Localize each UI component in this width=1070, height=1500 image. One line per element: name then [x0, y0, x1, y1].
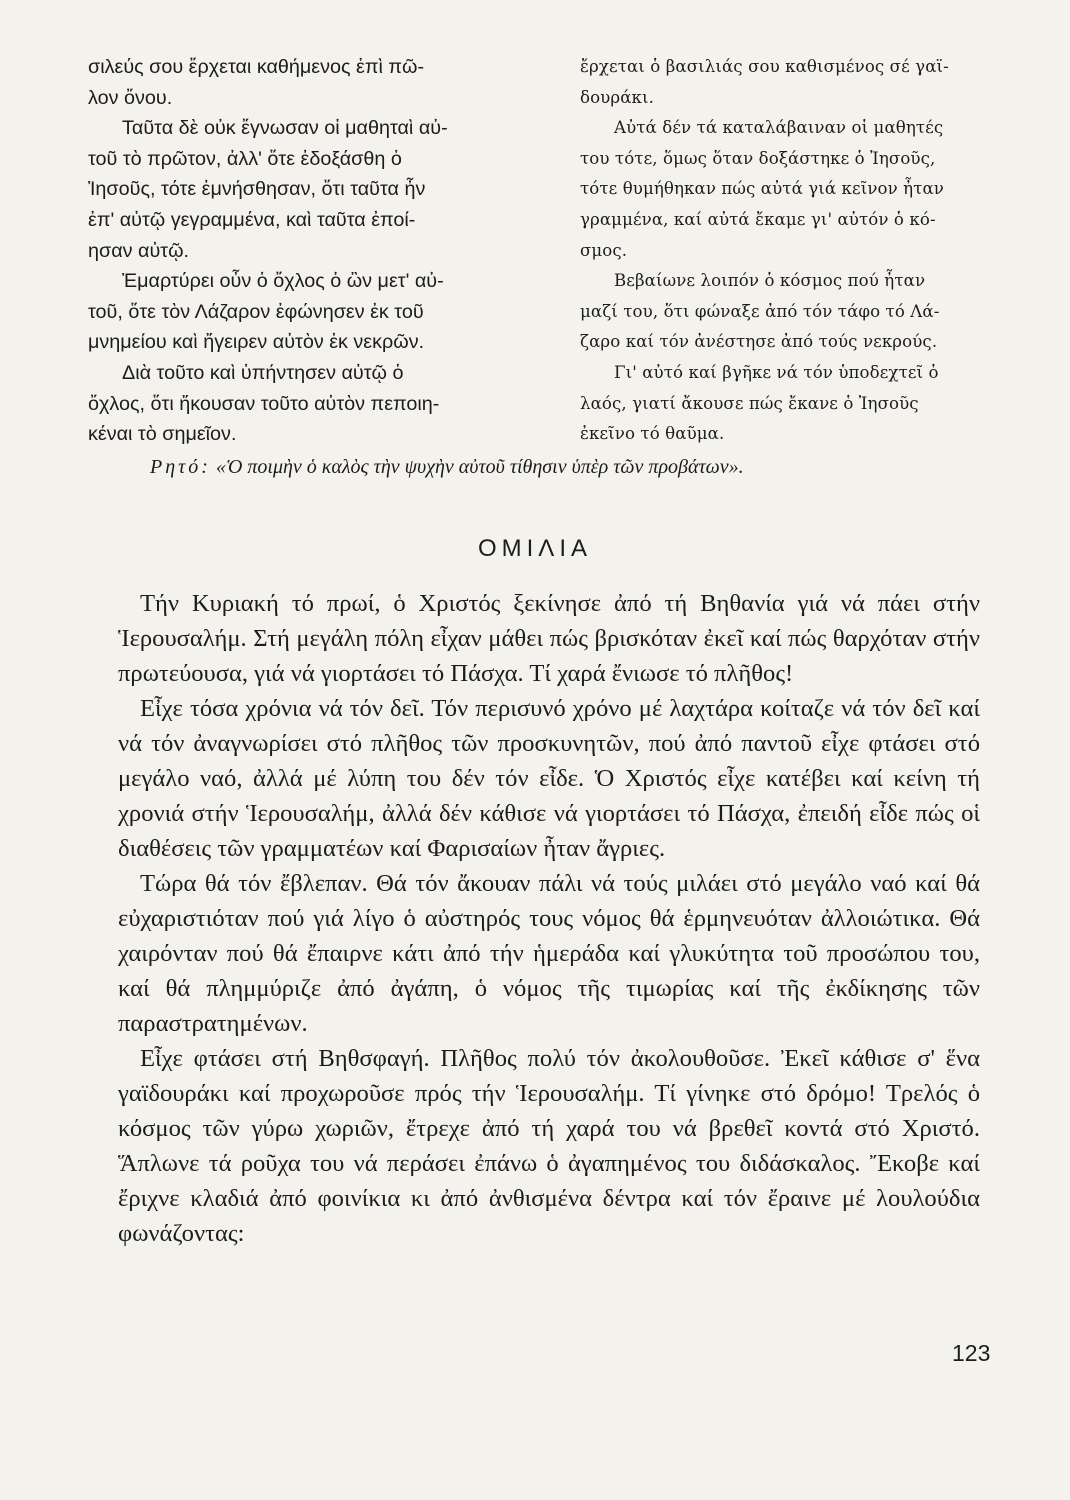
ancient-line: Διὰ τοῦτο καὶ ὑπήντησεν αὐτῷ ὁ: [122, 361, 404, 384]
translation-line: λαός, γιατί ἄκουσε πώς ἔκανε ὁ Ἰησοῦς: [580, 393, 919, 413]
translation-column: [580, 52, 998, 450]
homily-paragraph: Εἶχε φτάσει στή Βηθσφαγή. Πλῆθος πολύ τόν ἀκολουθοῦσε. Ἐκεῖ κάθισε σ' ἕνα γαϊδουράκι καί προχωροῦσε πρός τήν Ἱερουσαλήμ. Τί γίνηκε στό δρόμο! Τρελός ὁ κόσμος τῶν γύρω χωριῶν, ἔτρεχε ἀπό τή χαρά του νά βρεθεῖ κοντά στό Χριστό. Ἅπλωνε τά ροῦχα του νά περάσει ἐπάνω ὁ ἀγαπημένος του διδάσκαλος. Ἔκοβε καί ἔριχνε κλαδιά ἀπό φοινίκια κι ἀπό ἀνθισμένα δέντρα καί τόν ἔραινε μέ λουλούδια φωνάζοντας:: [118, 1045, 980, 1247]
ancient-text-column: [88, 52, 506, 450]
translation-line: μαζί του, ὅτι φώναξε ἀπό τόν τάφο τό Λά-: [580, 301, 940, 321]
translation-line: Βεβαίωνε λοιπόν ὁ κόσμος πού ἦταν: [614, 271, 926, 291]
translation-line: Αὐτά δέν τά καταλάβαιναν οἱ μαθητές: [614, 118, 944, 138]
translation-line: του τότε, ὅμως ὅταν δοξάστηκε ὁ Ἰησοῦς,: [580, 148, 936, 168]
page-number: 123: [952, 1340, 991, 1366]
translation-line: ἐκεῖνο τό θαῦμα.: [580, 424, 725, 444]
translation-line: τότε θυμήθηκαν πώς αὐτά γιά κεῖνον ἦταν: [580, 179, 944, 199]
homily-paragraph: Τήν Κυριακή τό πρωί, ὁ Χριστός ξεκίνησε ἀπό τή Βηθανία γιά νά πάει στήν Ἱερουσαλήμ. Στή μεγάλη πόλη εἶχαν μάθει πώς βρισκόταν ἐκεῖ καί πώς θαρχόταν στήν πρωτεύουσα, γιά νά γιορτάσει τό Πάσχα. Τί χαρά ἔνιωσε τό πλῆθος!: [118, 590, 980, 687]
ancient-line: ὄχλος, ὅτι ἤκουσαν τοῦτο αὐτὸν πεποιη-: [88, 392, 440, 415]
ancient-line: Ἐμαρτύρει οὖν ὁ ὄχλος ὁ ὢν μετ' αὐ-: [122, 270, 444, 293]
homily-paragraph: Τώρα θά τόν ἔβλεπαν. Θά τόν ἄκουαν πάλι νά τούς μιλάει στό μεγάλο ναό καί θά εὐχαριστιόταν πού γιά λίγο ὁ αὐστηρός τους νόμος θά ἑρμηνευόταν ἀλλοιώτικα. Θά χαιρόνταν πού θά ἔπαιρνε κάτι ἀπό τήν ἡμεράδα καί γλυκύτητα τοῦ προσώπου του, καί θά πλημμύριζε ἀπό ἀγάπη, ὁ νόμος τῆς τιμωρίας καί τῆς ἐκδίκησης τῶν παραστρατημένων.: [118, 870, 980, 1037]
ancient-line: τοῦ τὸ πρῶτον, ἀλλ' ὅτε ἐδοξάσθη ὁ: [88, 147, 402, 170]
translation-line: ἔρχεται ὁ βασιλιάς σου καθισμένος σέ γαϊ-: [580, 57, 949, 76]
ancient-line: σιλεύς σου ἔρχεται καθήμενος ἐπὶ πῶ-: [88, 56, 425, 78]
scripture-quote: [150, 452, 1030, 482]
ancient-line: μνημείου καὶ ἤγειρεν αὐτὸν ἐκ νεκρῶν.: [88, 331, 425, 354]
ancient-line: ἐπ' αὐτῷ γεγραμμένα, καὶ ταῦτα ἐποί-: [88, 208, 416, 231]
ancient-line: Ταῦτα δὲ οὐκ ἔγνωσαν οἱ μαθηταὶ αὐ-: [122, 117, 448, 140]
ancient-line: ησαν αὐτῷ.: [88, 239, 190, 262]
quote-text: «Ὁ ποιμὴν ὁ καλὸς τὴν ψυχὴν αὐτοῦ τίθησιν ὑπὲρ τῶν προβάτων».: [215, 456, 744, 478]
translation-line: Γι' αὐτό καί βγῆκε νά τόν ὑποδεχτεῖ ὁ: [614, 362, 939, 382]
translation-line: ζαρο καί τόν ἀνέστησε ἀπό τούς νεκρούς.: [580, 332, 938, 352]
ancient-line: τοῦ, ὅτε τὸν Λάζαρον ἐφώνησεν ἐκ τοῦ: [88, 300, 424, 323]
ancient-line: Ἰησοῦς, τότε ἐμνήσθησαν, ὅτι ταῦτα ἦν: [88, 178, 426, 201]
ancient-line: κέναι τὸ σημεῖον.: [88, 423, 237, 446]
translation-line: γραμμένα, καί αὐτά ἔκαμε γι' αὐτόν ὁ κό-: [580, 209, 936, 229]
translation-line: σμος.: [580, 240, 628, 260]
homily-body: [118, 586, 980, 1251]
homily-paragraph: Εἶχε τόσα χρόνια νά τόν δεῖ. Τόν περισυνό χρόνο μέ λαχτάρα κοίταζε νά τόν δεῖ καί νά τόν ἀναγνωρίσει στό πλῆθος τῶν προσκυνητῶν, πού ἀπό παντοῦ εἶχε φτάσει στό μεγάλο ναό, ἀλλά μέ λύπη του δέν τόν εἶδε. Ὁ Χριστός εἶχε κατέβει καί κείνη τή χρονιά στήν Ἱερουσαλήμ, ἀλλά δέν κάθισε νά γιορτάσει τό Πάσχα, ἐπειδή εἶδε πώς οἱ διαθέσεις τῶν γραμματέων καί Φαρισαίων ἦταν ἄγριες.: [118, 695, 980, 862]
section-heading: ΟΜΙΛΙΑ: [477, 535, 593, 562]
translation-line: δουράκι.: [580, 87, 654, 107]
quote-label: Ρητό:: [150, 456, 211, 478]
ancient-line: λον ὄνου.: [88, 86, 173, 109]
